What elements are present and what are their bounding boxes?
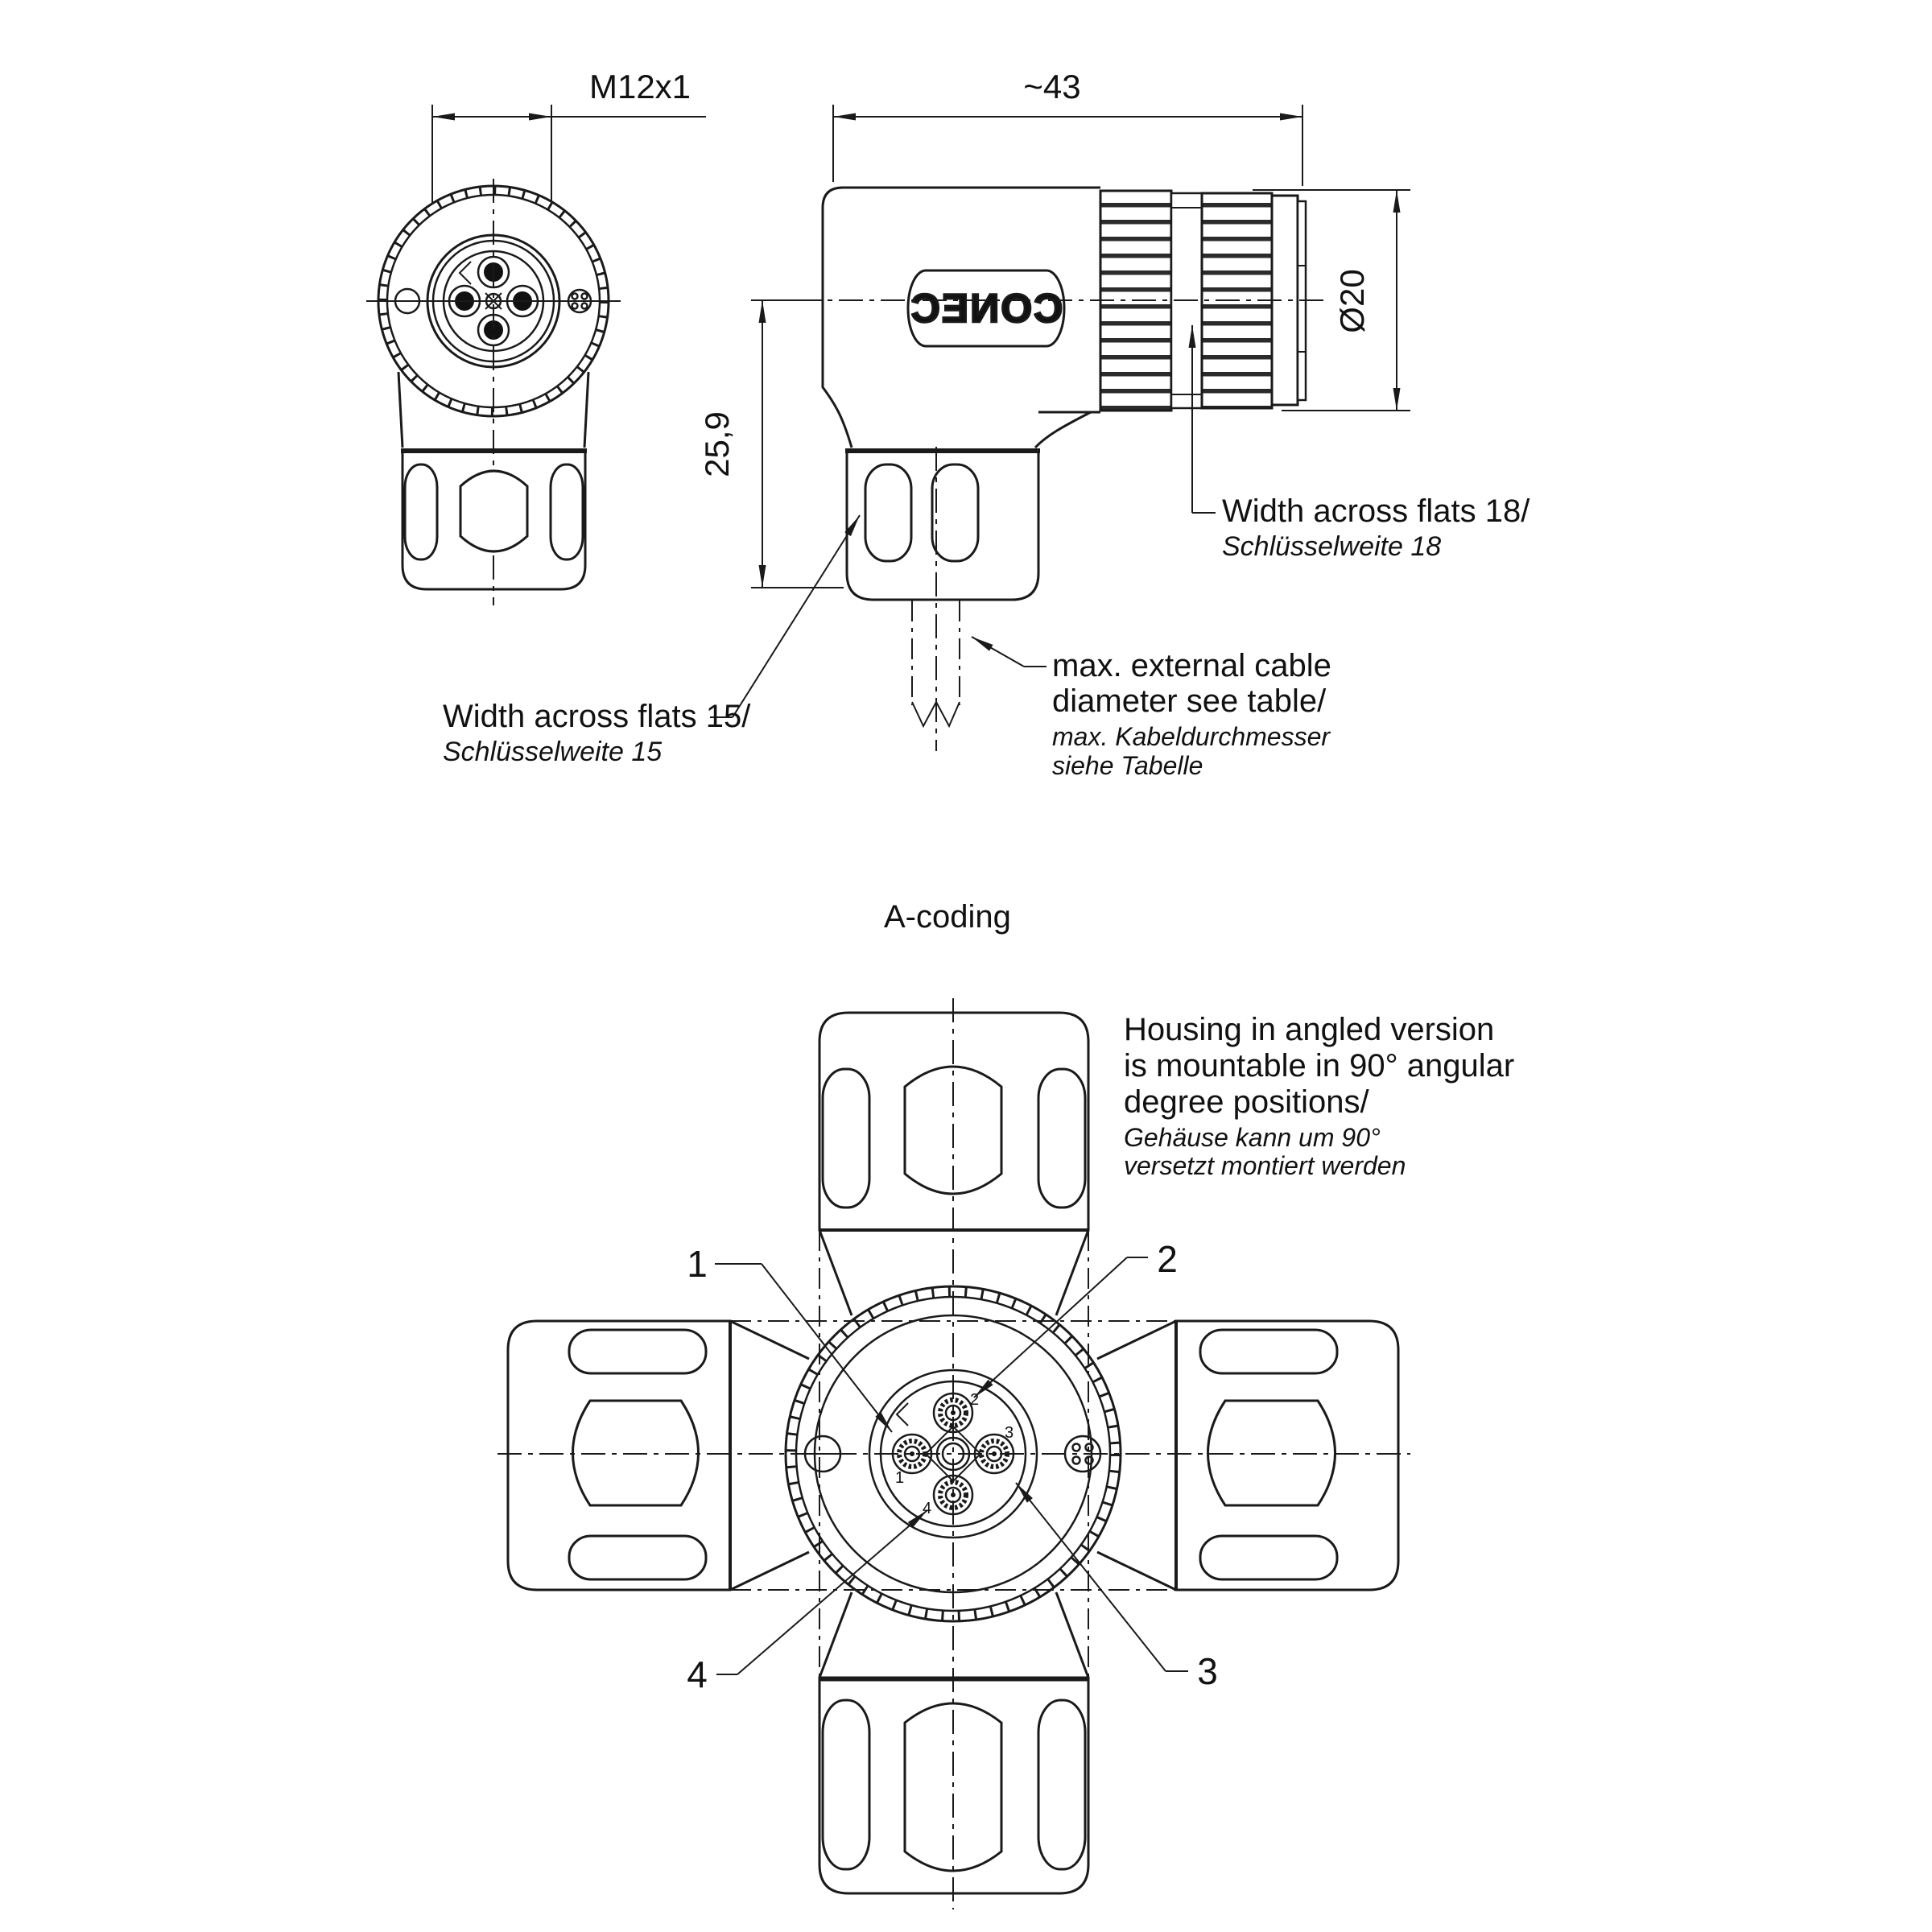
side-grip-slot-1: [865, 464, 911, 561]
flats15-label-de: Schlüsselweite 15: [443, 737, 663, 767]
dim20-label: Ø20: [1333, 269, 1371, 333]
front-neck-left: [398, 372, 402, 448]
flats18-label-en: Width across flats 18/: [1222, 493, 1530, 529]
housing-note-en1: Housing in angled version: [1124, 1012, 1495, 1047]
side-grip-slot-2: [932, 464, 978, 561]
m12-dim-label: M12x1: [588, 68, 691, 105]
cable-label-de2: siehe Tabelle: [1052, 751, 1203, 780]
engraved-pin3: 3: [1005, 1424, 1014, 1442]
top-taper-right: [1056, 1230, 1088, 1315]
engraved-pin2: 2: [970, 1391, 980, 1409]
bottom-grip-slot-right: [1038, 1700, 1085, 1869]
front-grip-slot-right: [551, 464, 583, 559]
bottom-taper-right: [1056, 1592, 1088, 1678]
housing-note-en3: degree positions/: [1124, 1084, 1369, 1120]
bottom-grip-slot-left: [823, 1700, 869, 1869]
front-neck-right: [584, 372, 588, 448]
cable-leader-diagonal: [972, 637, 1024, 667]
cable-label-en1: max. external cable: [1052, 648, 1331, 683]
flats15-label-en: Width across flats 15/: [443, 699, 751, 734]
side-view: [443, 68, 1530, 780]
cable-label-en2: diameter see table/: [1052, 683, 1327, 719]
housing-note-de2: versetzt montiert werden: [1124, 1151, 1406, 1180]
housing-note-de1: Gehäuse kann um 90°: [1124, 1123, 1381, 1152]
pin4-label: 4: [687, 1653, 708, 1695]
left-taper-bottom: [730, 1552, 809, 1590]
pin2-label: 2: [1157, 1238, 1178, 1280]
pin1-label: 1: [687, 1243, 708, 1285]
dim43-label: ~43: [1023, 68, 1081, 105]
left-arm-slot-top: [569, 1330, 706, 1373]
bottom-taper-left: [819, 1592, 852, 1678]
body-left-edge: [823, 208, 852, 448]
engraved-pin4: 4: [923, 1500, 932, 1517]
right-arm-slot-top: [1200, 1330, 1337, 1373]
conec-logo-text: CONEC: [909, 286, 1063, 331]
front-grip-slot-middle: [460, 471, 527, 551]
flats18-label-de: Schlüsselweite 18: [1222, 531, 1442, 562]
top-grip-slot-left: [823, 1069, 869, 1208]
right-arm-slot-bottom: [1200, 1536, 1337, 1579]
engraved-pin1: 1: [895, 1469, 905, 1487]
dim259-label: 25,9: [698, 411, 736, 477]
front-view: [366, 68, 706, 605]
body-top-edge: [823, 188, 1100, 208]
pin3-label: 3: [1197, 1650, 1218, 1692]
right-taper-bottom: [1097, 1552, 1176, 1590]
right-taper-top: [1097, 1321, 1176, 1359]
front-grip-slot-left: [405, 464, 437, 559]
housing-note-en2: is mountable in 90° angular: [1124, 1048, 1515, 1084]
cable-label-de1: max. Kabeldurchmesser: [1052, 722, 1331, 751]
top-grip-slot-right: [1038, 1069, 1085, 1208]
top-taper-left: [819, 1230, 852, 1315]
left-arm-slot-bottom: [569, 1536, 706, 1579]
flats15-leader-diagonal: [733, 515, 860, 717]
coding-label: A-coding: [884, 899, 1011, 935]
left-taper-top: [730, 1321, 809, 1359]
bottom-view: [497, 998, 1514, 1909]
body-neck-right: [1035, 412, 1091, 448]
